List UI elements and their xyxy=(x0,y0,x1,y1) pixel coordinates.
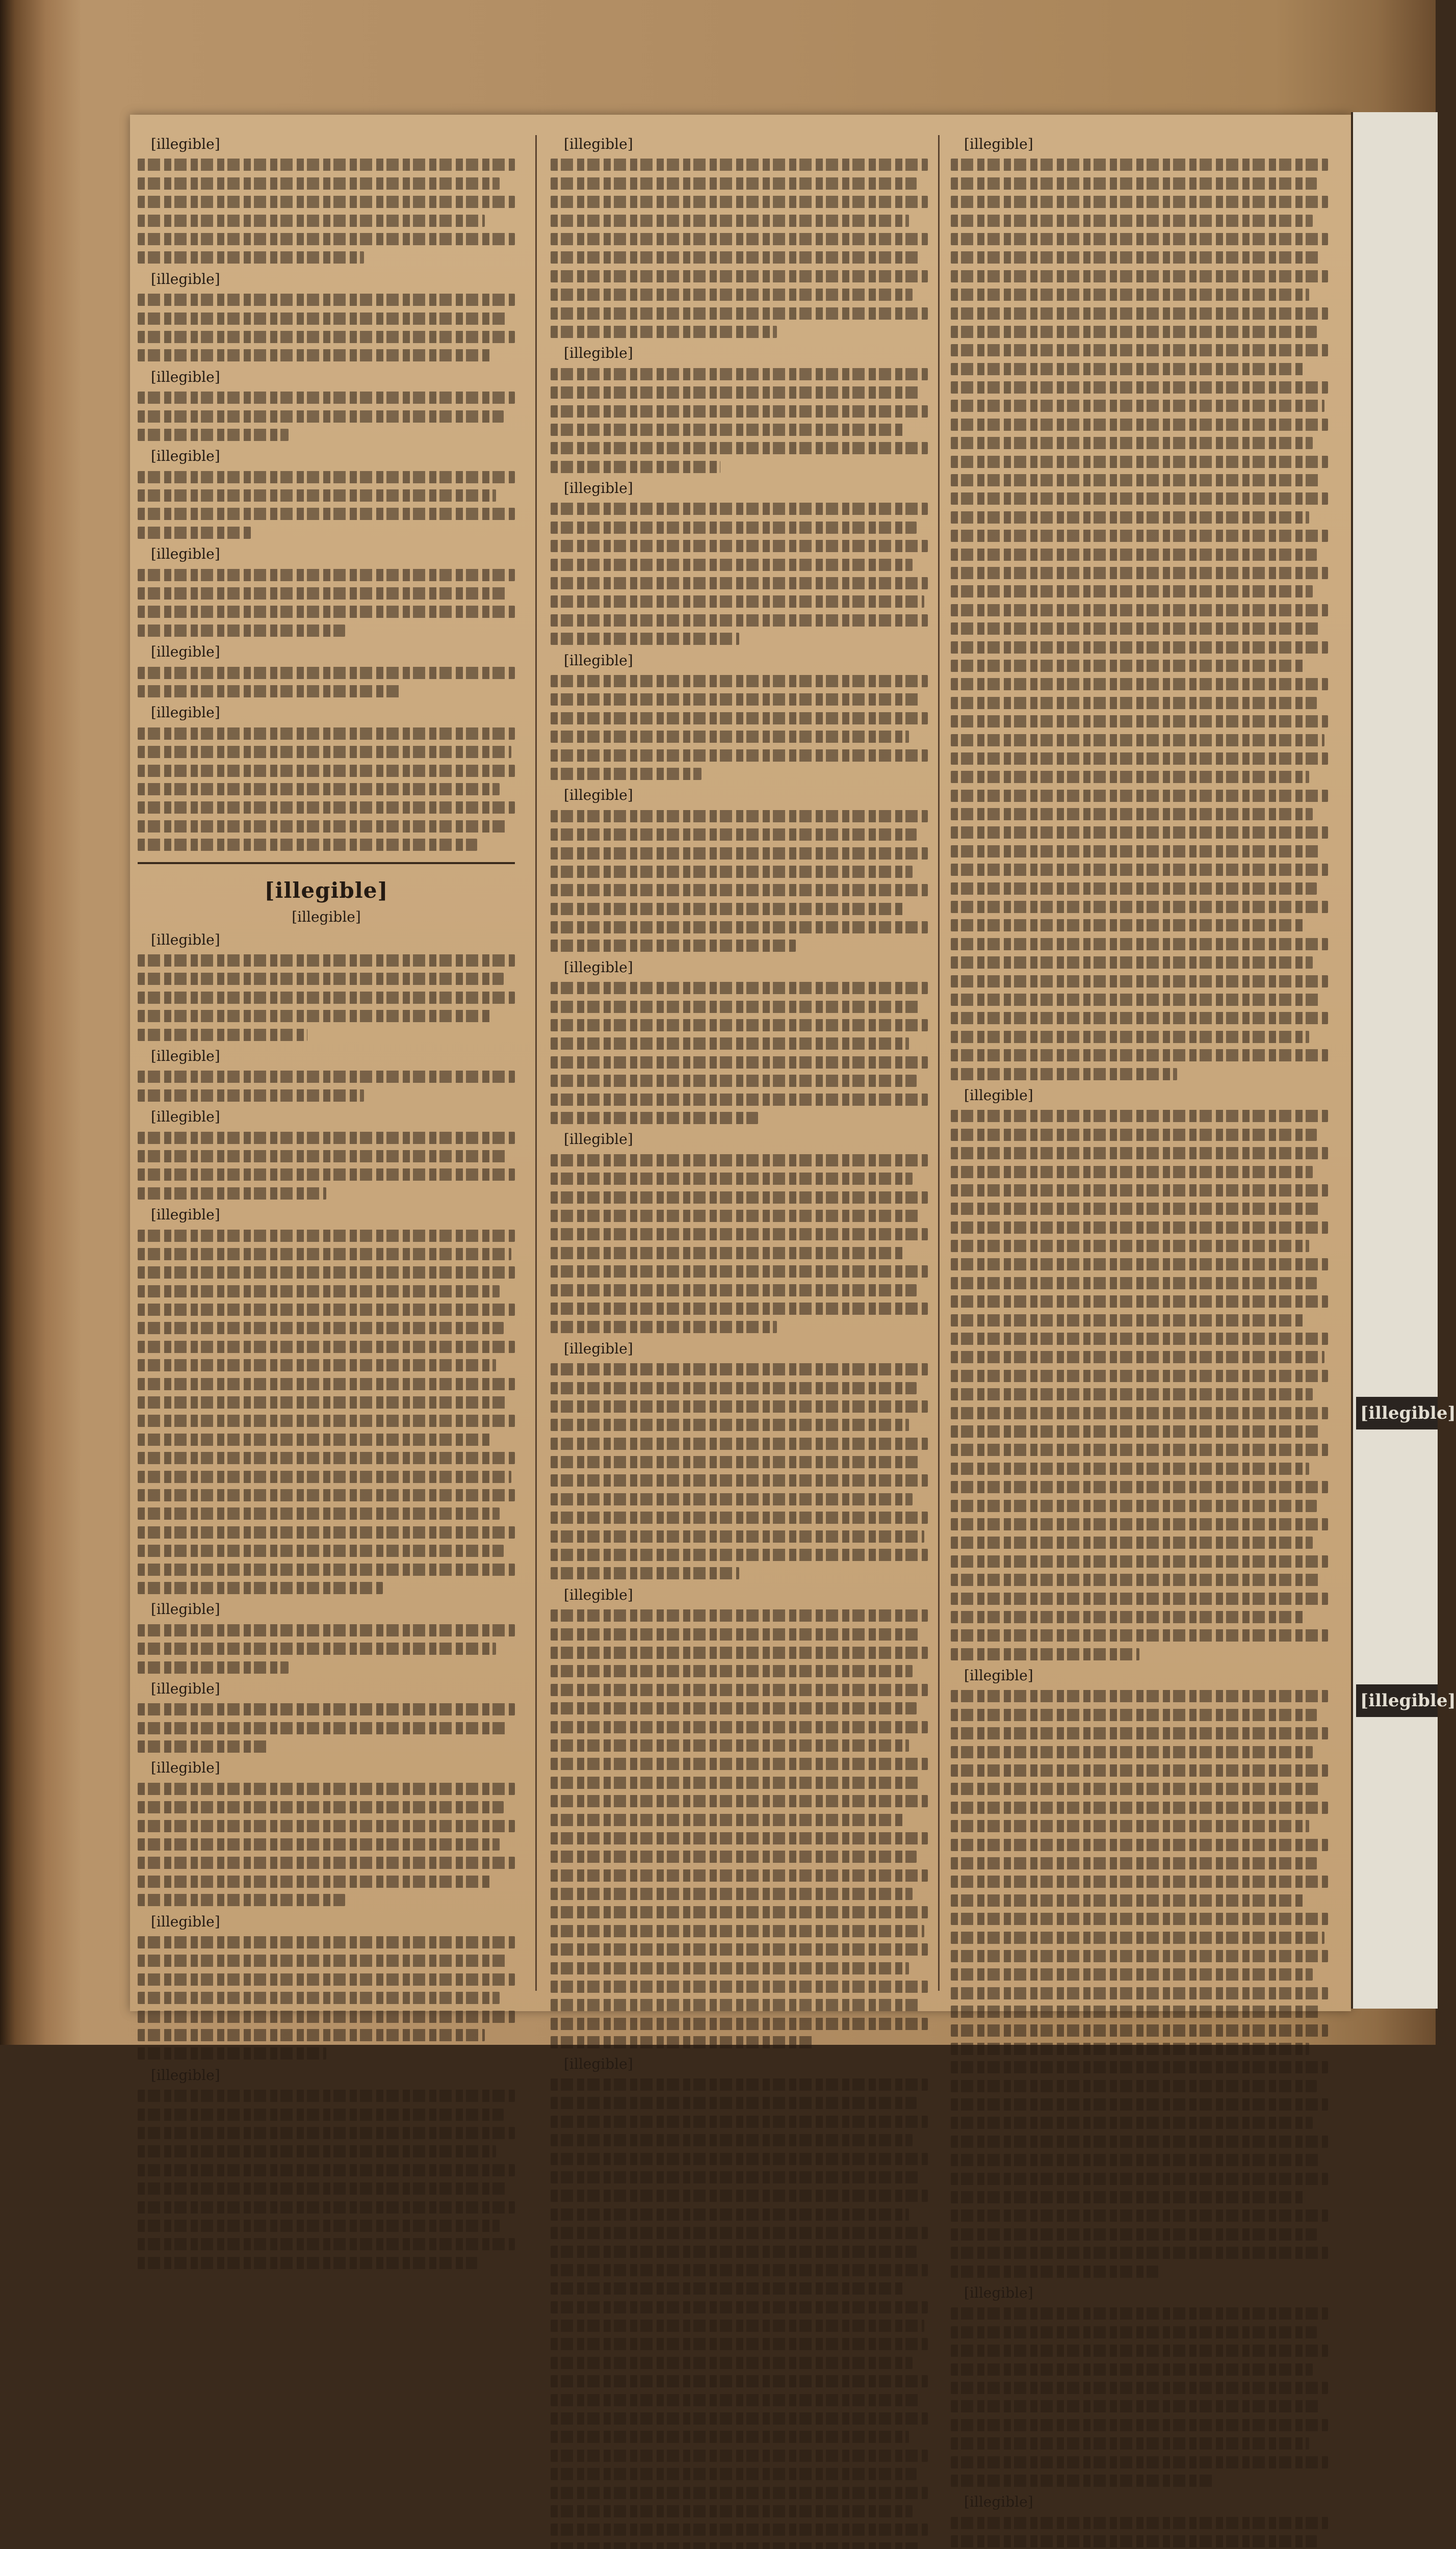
article-paragraph: [illegible] xyxy=(151,270,220,288)
article-paragraph: [illegible] xyxy=(964,1086,1033,1104)
article-paragraph: [illegible] xyxy=(151,448,220,465)
article-paragraph: [illegible] xyxy=(151,1601,220,1618)
article-paragraph: [illegible] xyxy=(564,480,633,497)
article-paragraph: [illegible] xyxy=(151,1108,220,1126)
article-paragraph: [illegible] xyxy=(564,1340,633,1357)
article-paragraph: [illegible] xyxy=(564,958,633,976)
article-paragraph: [illegible] xyxy=(564,2055,633,2072)
article-paragraph: [illegible] xyxy=(564,1131,633,1148)
article-paragraph: [illegible] xyxy=(964,136,1033,152)
article-paragraph: [illegible] xyxy=(151,2066,220,2084)
section-heading: [illegible] xyxy=(264,878,388,903)
article-paragraph: [illegible] xyxy=(151,1680,220,1697)
adjacent-page-edge xyxy=(1351,112,1456,2009)
article-paragraph: [illegible] xyxy=(151,1759,220,1777)
article-paragraph: [illegible] xyxy=(151,1913,220,1930)
column-rule xyxy=(535,135,537,1991)
article-paragraph: [illegible] xyxy=(151,545,220,563)
article-paragraph: [illegible] xyxy=(564,136,633,152)
column-rule xyxy=(938,135,940,1991)
column-2 xyxy=(551,135,928,2072)
article-paragraph: [illegible] xyxy=(151,368,220,385)
article-paragraph: [illegible] xyxy=(564,1586,633,1603)
adjacent-page-box-heading: [illegible] xyxy=(1356,1684,1438,1717)
column-3 xyxy=(951,135,1328,2511)
newspaper-page xyxy=(130,115,1351,2511)
article-paragraph: [illegible] xyxy=(151,643,220,661)
column-1 xyxy=(138,135,515,2084)
article-paragraph: [illegible] xyxy=(151,136,220,152)
article-paragraph: [illegible] xyxy=(151,1047,220,1064)
article-paragraph: [illegible] xyxy=(964,2493,1033,2511)
section-divider xyxy=(138,862,515,864)
article-paragraph: [illegible] xyxy=(564,652,633,669)
article-paragraph: [illegible] xyxy=(151,931,220,948)
article-paragraph: [illegible] xyxy=(964,2284,1033,2301)
article-paragraph: [illegible] xyxy=(564,787,633,804)
article-paragraph: [illegible] xyxy=(151,704,220,721)
adjacent-page-box-heading: [illegible] xyxy=(1356,1397,1438,1429)
article-paragraph: [illegible] xyxy=(564,345,633,362)
article-paragraph: [illegible] xyxy=(151,1206,220,1224)
article-paragraph: [illegible] xyxy=(964,1667,1033,1684)
dateline: [illegible] xyxy=(292,908,361,926)
